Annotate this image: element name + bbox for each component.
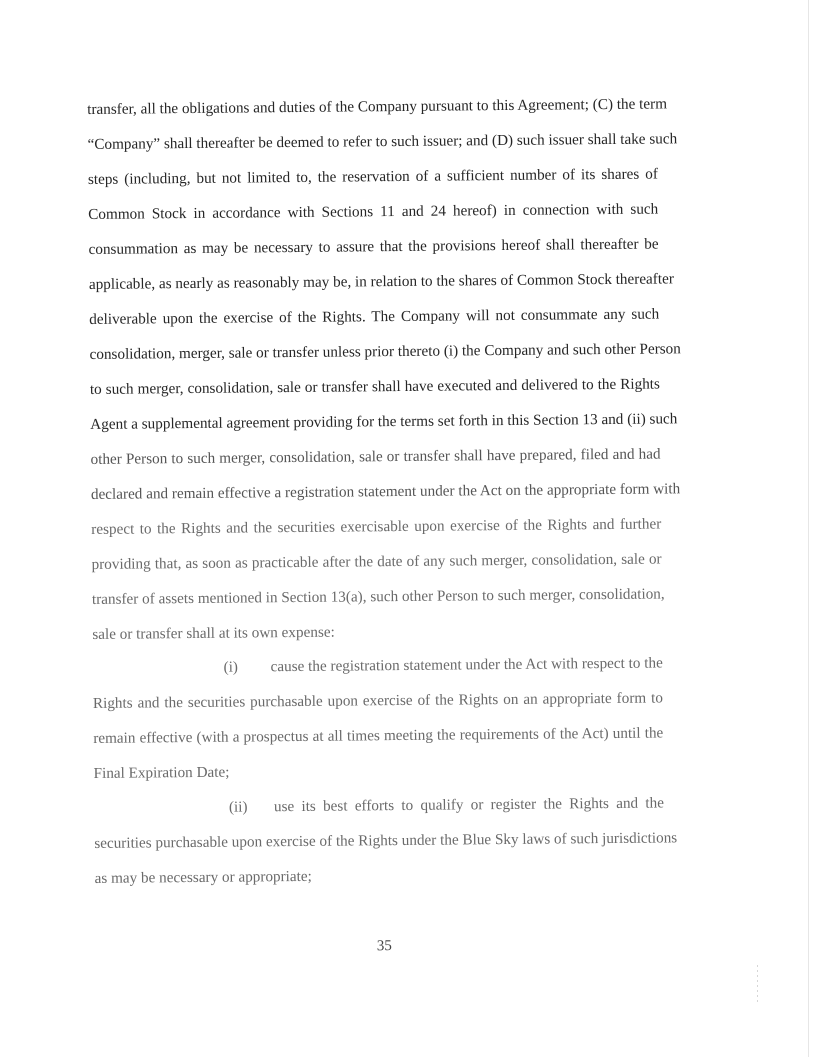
body-line: respect to the Rights and the securities exercisable upon exercise of the Rights and further bbox=[91, 515, 662, 538]
body-line: providing that, as soon as practicable after the date of any such merger, consolidation, sale or bbox=[91, 550, 662, 573]
item-i-first-line: cause the registration statement under the Act with respect to the bbox=[270, 654, 663, 676]
body-line: transfer of assets mentioned in Section 13(a), such other Person to such merger, consolidation, bbox=[91, 585, 665, 608]
item-ii-first-line: use its best efforts to qualify or register the Rights and the bbox=[273, 794, 665, 816]
body-line: consolidation, merger, sale or transfer unless prior thereto (i) the Company and such other Person bbox=[89, 340, 681, 363]
body-line: transfer, all the obligations and duties of the Company pursuant to this Agreement; (C) the term bbox=[87, 95, 668, 118]
body-line: applicable, as nearly as reasonably may be, in relation to the shares of Common Stock thereafter bbox=[88, 270, 674, 293]
body-line: “Company” shall thereafter be deemed to refer to such issuer; and (D) such issuer shall take such bbox=[87, 130, 678, 153]
item-ii-line: as may be necessary or appropriate; bbox=[94, 867, 312, 887]
body-line: Agent a supplemental agreement providing for the terms set forth in this Section 13 and (ii) such bbox=[90, 410, 678, 433]
scan-edge-speck bbox=[757, 965, 758, 1005]
body-line: deliverable upon the exercise of the Rights. The Company will not consummate any such bbox=[89, 305, 660, 328]
body-line: Common Stock in accordance with Sections 11 and 24 hereof) in connection with such bbox=[88, 200, 659, 223]
body-line: to such merger, consolidation, sale or transfer shall have executed and delivered to the Rights bbox=[89, 375, 660, 398]
body-line: sale or transfer shall at its own expense: bbox=[92, 623, 335, 643]
item-i-line: Rights and the securities purchasable upon exercise of the Rights on an appropriate form to bbox=[92, 689, 663, 712]
body-line: steps (including, but not limited to, the reservation of a sufficient number of its shares of bbox=[87, 165, 658, 188]
item-i-line: Final Expiration Date; bbox=[93, 763, 230, 782]
item-ii-marker: (ii) bbox=[228, 798, 248, 816]
body-line: other Person to such merger, consolidation, sale or transfer shall have prepared, filed and had bbox=[90, 445, 661, 468]
body-line: declared and remain effective a registration statement under the Act on the appropriate form with bbox=[90, 480, 681, 503]
item-ii-line: securities purchasable upon exercise of the Rights under the Blue Sky laws of such jurisdictions bbox=[94, 829, 678, 852]
item-i-line: remain effective (with a prospectus at all times meeting the requirements of the Act) until the bbox=[93, 724, 664, 747]
body-line: consummation as may be necessary to assure that the provisions hereof shall thereafter be bbox=[88, 235, 659, 258]
page-number: 35 bbox=[376, 938, 392, 955]
item-i-marker: (i) bbox=[223, 658, 239, 676]
scan-edge-line bbox=[808, 0, 809, 1057]
